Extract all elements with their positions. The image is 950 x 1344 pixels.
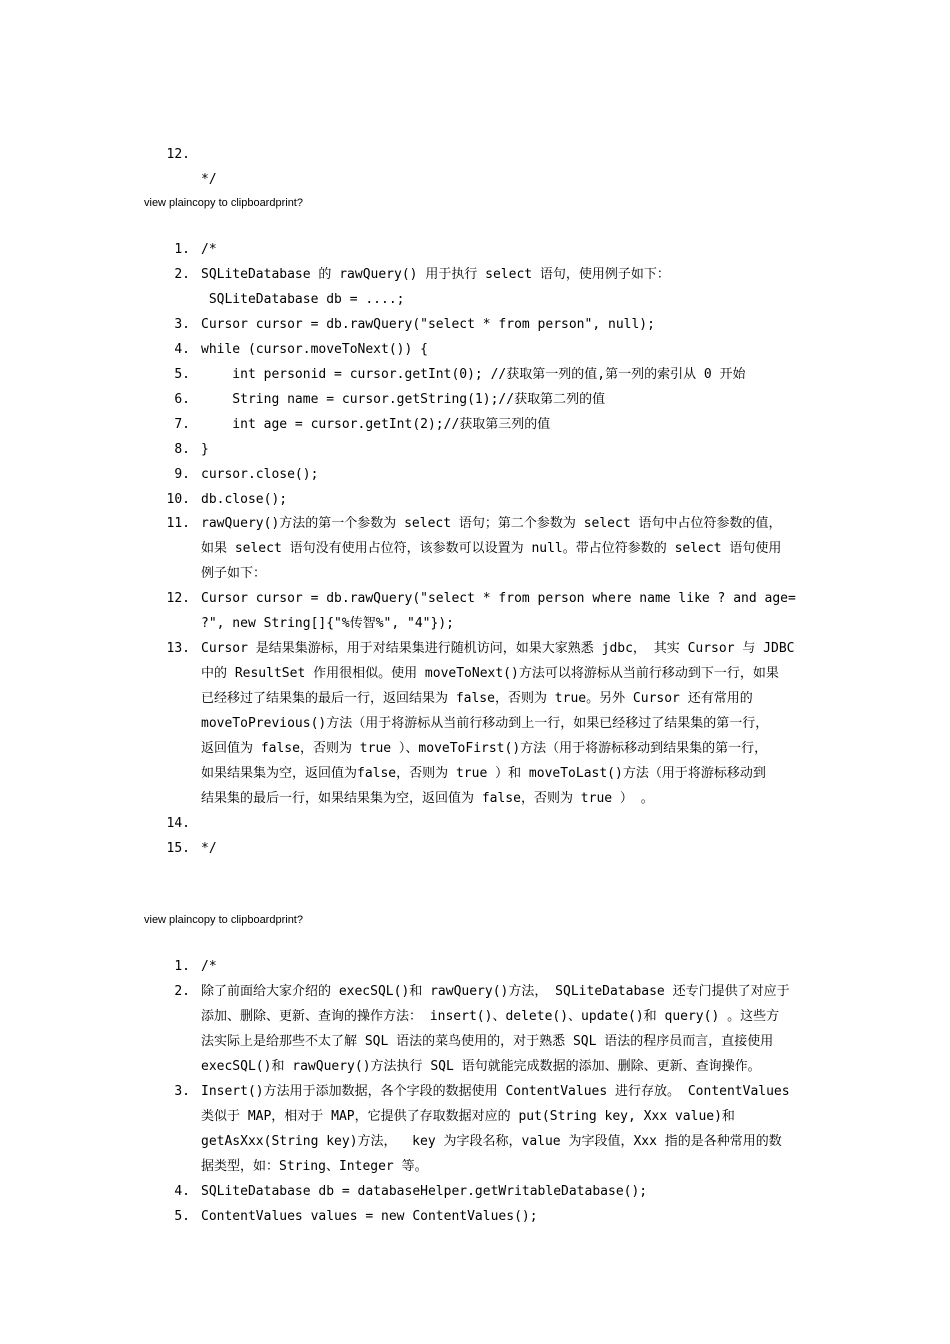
line-number: 9. [174,466,190,482]
line-number: 8. [174,441,190,457]
line-number: 5. [174,1208,190,1224]
line-number: 2. [174,983,190,999]
code-text: 如果结果集为空，返回值为false，否则为 true ）和 moveToLast()方法（用于将游标移动到 [201,765,766,781]
code-text: 类似于 MAP，相对于 MAP，它提供了存取数据对应的 put(String key, Xxx value)和 [201,1108,735,1124]
code-text: 添加、删除、更新、查询的操作方法： insert()、delete()、update()和 query() 。这些方 [201,1008,780,1024]
code-text: Cursor cursor = db.rawQuery("select * from person where name like ? and age= [201,591,796,607]
code-text: String name = cursor.getString(1);//获取第二列的值 [201,391,606,407]
code-text: Cursor cursor = db.rawQuery("select * from person", null); [201,316,655,332]
code-text: 返回值为 false，否则为 true ）、moveToFirst()方法（用于将游标移动到结果集的第一行， [201,741,768,756]
code-text: moveToPrevious()方法（用于将游标从当前行移动到上一行，如果已经移过了结果集的第一行， [201,716,769,732]
code-text: 中的 ResultSet 作用很相似。使用 moveToNext()方法可以将游标从当前行移动到下一行，如果 [201,666,779,682]
code-text: rawQuery()方法的第一个参数为 select 语句；第二个参数为 select 语句中占位符参数的值， [201,516,782,532]
code-line [0,117,217,217]
code-text: int age = cursor.getInt(2);//获取第三列的值 [201,416,551,432]
line-number: 10. [166,491,190,507]
code-text: 法实际上是给那些不太了解 SQL 语法的菜鸟使用的，对于熟悉 SQL 语法的程序员而言，直接使用 [201,1033,774,1049]
code-text: cursor.close(); [201,466,319,482]
code-text: 结果集的最后一行，如果结果集为空，返回值为 false，否则为 true ） 。 [201,790,654,806]
code-text: /* [201,242,217,257]
line-number: 5. [174,366,190,382]
line-number: 3. [174,1083,190,1099]
line-number: 1. [174,959,190,974]
line-number: 12. [166,591,190,607]
code-text: 据类型，如：String、Integer 等。 [201,1158,428,1174]
line-number: 2. [174,266,190,282]
code-text: Insert()方法用于添加数据，各个字段的数据使用 ContentValues 进行存放。 ContentValues [201,1083,790,1099]
code-text: /* [201,959,217,974]
code-text: SQLiteDatabase db = ....; [201,291,405,307]
code-text: SQLiteDatabase db = databaseHelper.getWritableDatabase(); [201,1183,648,1199]
line-number: 1. [174,242,190,257]
code-text: 例子如下： [201,566,267,582]
code-text: ?", new String[]{"%传智%", "4"}); [201,616,454,632]
code-text: SQLiteDatabase 的 rawQuery() 用于执行 select 语句，使用例子如下： [201,266,670,282]
code-text: */ [201,172,217,187]
code-text: while (cursor.moveToNext()) { [201,341,428,357]
line-number: 14. [166,815,190,831]
line-number: 13. [166,641,190,657]
code-text: 已经移过了结果集的最后一行，返回结果为 false，否则为 true。另外 Cursor 还有常用的 [201,691,753,707]
code-text: */ [201,840,217,856]
line-number: 4. [174,1183,190,1199]
line-number: 6. [174,391,190,407]
code-text: ContentValues values = new ContentValues(); [201,1208,538,1224]
code-text: execSQL()和 rawQuery()方法执行 SQL 语句就能完成数据的添加、删除、更新、查询操作。 [201,1058,761,1074]
code-toolbar[interactable]: view plaincopy to clipboardprint? [144,914,303,926]
line-number: 4. [174,341,190,357]
code-toolbar[interactable]: view plaincopy to clipboardprint? [144,197,303,209]
code-text: } [201,441,209,457]
code-text: db.close(); [201,491,288,507]
line-number: 11. [166,516,190,532]
line-number: 15. [166,840,190,856]
line-number: 12. [166,147,190,162]
line-number: 3. [174,316,190,332]
code-text: int personid = cursor.getInt(0); //获取第一列的值,第一列的索引从 0 开始 [201,366,746,382]
code-text: 如果 select 语句没有使用占位符，该参数可以设置为 null。带占位符参数的 select 语句使用 [201,541,782,557]
line-number: 7. [174,416,190,432]
code-text: getAsXxx(String key)方法， key 为字段名称，value 为字段值，Xxx 指的是各种常用的数 [201,1133,782,1149]
code-text: 除了前面给大家介绍的 execSQL()和 rawQuery()方法， SQLiteDatabase 还专门提供了对应于 [201,983,790,999]
code-text: Cursor 是结果集游标，用于对结果集进行随机访问，如果大家熟悉 jdbc， 其实 Cursor 与 JDBC [201,641,795,657]
